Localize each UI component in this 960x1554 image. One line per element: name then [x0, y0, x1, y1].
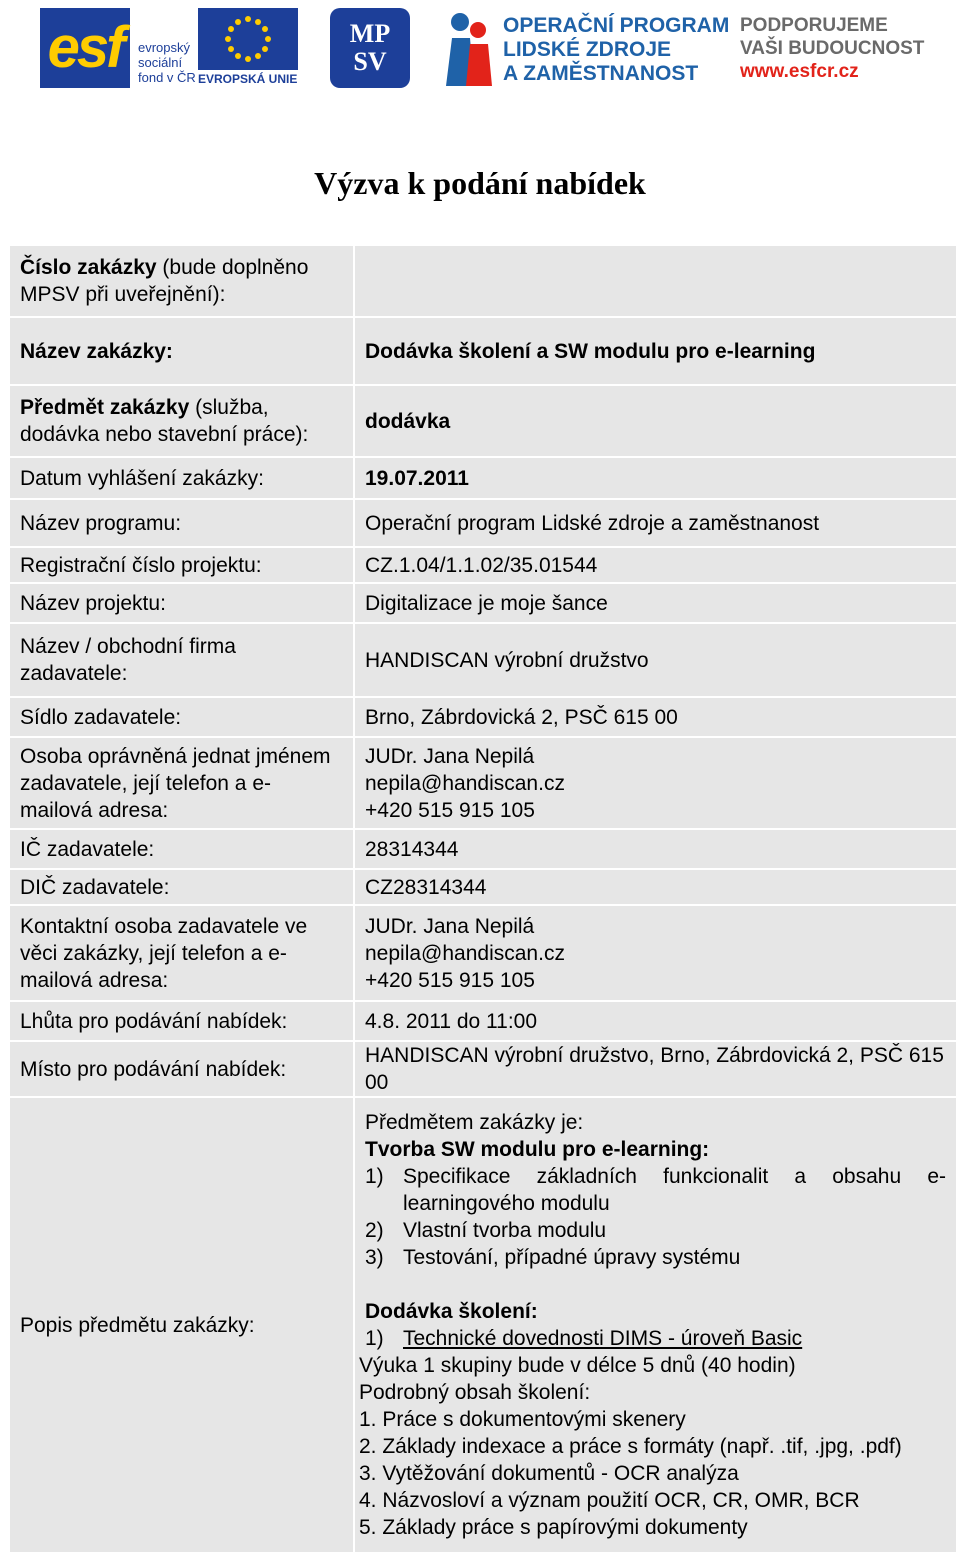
table-row — [9, 547, 957, 583]
table-row — [9, 697, 957, 737]
tender-form-table — [8, 244, 958, 1554]
row-label: Popis předmětu zakázky: — [9, 1097, 354, 1553]
label-rest: (služba, dodávka nebo stavební práce): — [20, 396, 309, 446]
spacer — [365, 1271, 946, 1298]
eu-flag-icon — [198, 8, 298, 70]
contact-email: nepila@handiscan.cz — [365, 771, 565, 795]
label-rest: (bude doplněno MPSV při uveřejnění): — [20, 256, 309, 306]
contact-phone: +420 515 915 105 — [365, 968, 535, 992]
row-value: CZ28314344 — [354, 869, 957, 905]
row-value: Operační program Lidské zdroje a zaměstnanost — [354, 499, 957, 547]
row-label: Název / obchodní firma zadavatele: — [9, 623, 354, 697]
row-label: Registrační číslo projektu: — [9, 547, 354, 583]
list-number: 2) — [365, 1219, 384, 1242]
row-label: DIČ zadavatele: — [9, 869, 354, 905]
row-label: Název programu: — [9, 499, 354, 547]
support-logo-text — [740, 14, 924, 83]
support-line: PODPORUJEME — [740, 15, 888, 36]
row-value: Brno, Zábrdovická 2, PSČ 615 00 — [354, 697, 957, 737]
label-bold: Číslo zakázky — [20, 256, 157, 279]
row-value: Dodávka školení a SW modulu pro e-learning — [354, 317, 957, 385]
esf-caption-line: fond v ČR — [138, 70, 196, 85]
row-value: HANDISCAN výrobní družstvo, Brno, Zábrdovická 2, PSČ 615 00 — [354, 1041, 957, 1097]
label-bold: Předmět zakázky — [20, 396, 190, 419]
eu-caption: EVROPSKÁ UNIE — [198, 72, 298, 86]
training-point: 2. Základy indexace a práce s formáty (např. .tif, .jpg, .pdf) — [359, 1435, 902, 1458]
row-label: Datum vyhlášení zakázky: — [9, 457, 354, 499]
row-label: IČ zadavatele: — [9, 829, 354, 869]
opz-line: LIDSKÉ ZDROJE — [503, 38, 672, 61]
row-value: HANDISCAN výrobní družstvo — [354, 623, 957, 697]
row-label — [9, 245, 354, 317]
training-item — [365, 1325, 946, 1352]
training-heading: Dodávka školení: — [365, 1300, 538, 1323]
list-item — [365, 1217, 946, 1244]
mpsv-logo-line: MP — [349, 19, 391, 48]
table-row — [9, 1041, 957, 1097]
description-cell — [354, 1097, 957, 1553]
support-line: VAŠI BUDOUCNOST — [740, 38, 925, 59]
row-value: 28314344 — [354, 829, 957, 869]
opz-line: A ZAMĚSTNANOST — [503, 62, 699, 85]
sw-heading: Tvorba SW modulu pro e-learning: — [365, 1138, 710, 1161]
esf-caption-line: sociální — [138, 55, 183, 70]
row-value: Digitalizace je moje šance — [354, 583, 957, 623]
row-value — [354, 737, 957, 829]
list-text: Testování, případné úpravy systému — [403, 1246, 741, 1269]
table-row — [9, 499, 957, 547]
row-label: Lhůta pro podávání nabídek: — [9, 1001, 354, 1041]
training-point: 4. Názvosloví a význam použití OCR, CR, OMR, BCR — [359, 1489, 860, 1512]
table-row — [9, 905, 957, 1001]
contact-email: nepila@handiscan.cz — [365, 941, 565, 965]
row-value — [354, 245, 957, 317]
table-row — [9, 1001, 957, 1041]
page-title: Výzva k podání nabídek — [314, 165, 646, 201]
contact-name: JUDr. Jana Nepilá — [365, 744, 535, 768]
table-row — [9, 1097, 957, 1553]
table-row — [9, 869, 957, 905]
opz-logo-text — [503, 14, 729, 86]
row-label: Název zakázky: — [9, 317, 354, 385]
row-label: Název projektu: — [9, 583, 354, 623]
table-row — [9, 737, 957, 829]
list-number: 3) — [365, 1246, 384, 1269]
row-value: CZ.1.04/1.1.02/35.01544 — [354, 547, 957, 583]
row-value: 4.8. 2011 do 11:00 — [354, 1001, 957, 1041]
table-row — [9, 583, 957, 623]
row-label: Sídlo zadavatele: — [9, 697, 354, 737]
row-label: Osoba oprávněná jednat jménem zadavatele, její telefon a e-mailová adresa: — [9, 737, 354, 829]
table-row — [9, 245, 957, 317]
row-label: Místo pro podávání nabídek: — [9, 1041, 354, 1097]
mpsv-logo-line: SV — [353, 47, 387, 76]
table-row — [9, 317, 957, 385]
sw-list — [365, 1163, 946, 1271]
table-row — [9, 457, 957, 499]
list-item — [365, 1244, 946, 1271]
list-text: Vlastní tvorba modulu — [403, 1219, 607, 1242]
row-value — [354, 905, 957, 1001]
list-number: 1) — [365, 1165, 384, 1188]
contact-phone: +420 515 915 105 — [365, 798, 535, 822]
training-point: 5. Základy práce s papírovými dokumenty — [359, 1516, 748, 1539]
esf-caption-line: evropský — [138, 40, 191, 55]
logo-bar — [0, 0, 960, 120]
esf-caption — [138, 40, 196, 85]
training-point: 1. Práce s dokumentovými skenery — [359, 1408, 686, 1431]
list-number: 1) — [365, 1327, 384, 1350]
training-item-text: Technické dovednosti DIMS - úroveň Basic — [403, 1327, 803, 1350]
table-row — [9, 829, 957, 869]
row-label: Kontaktní osoba zadavatele ve věci zakázky, její telefon a e-mailová adresa: — [9, 905, 354, 1001]
training-duration: Výuka 1 skupiny bude v délce 5 dnů (40 hodin) — [359, 1354, 796, 1377]
row-value: 19.07.2011 — [354, 457, 957, 499]
list-text: Specifikace základních funkcionalit a obsahu e-learningového modulu — [403, 1165, 946, 1215]
description-intro: Předmětem zakázky je: — [365, 1111, 584, 1134]
table-row — [9, 385, 957, 457]
mpsv-logo — [330, 8, 410, 88]
opz-people-icon — [440, 8, 495, 88]
contact-name: JUDr. Jana Nepilá — [365, 914, 535, 938]
table-row — [9, 623, 957, 697]
training-point: 3. Vytěžování dokumentů - OCR analýza — [359, 1462, 739, 1485]
esf-logo: esf — [40, 8, 130, 88]
list-item — [365, 1163, 946, 1217]
row-value: dodávka — [354, 385, 957, 457]
support-url: www.esfcr.cz — [740, 61, 859, 82]
training-content-heading: Podrobný obsah školení: — [359, 1381, 591, 1404]
row-label — [9, 385, 354, 457]
opz-line: OPERAČNÍ PROGRAM — [503, 14, 730, 37]
